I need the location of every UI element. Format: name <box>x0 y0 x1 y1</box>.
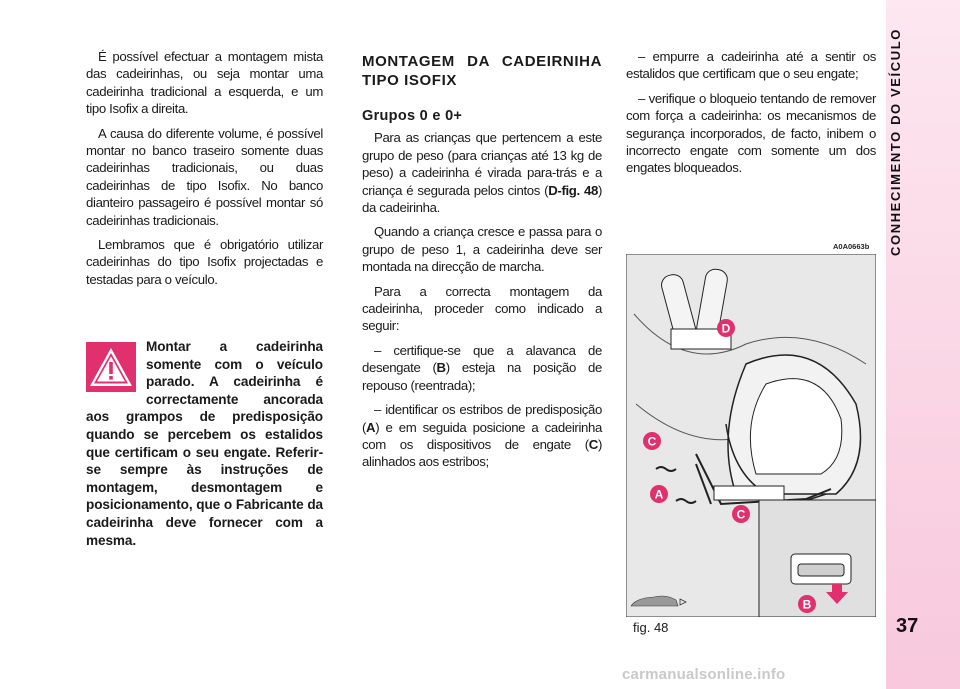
paragraph: É possível efectuar a montagem mista das cadeirinhas, ou seja montar uma cadeirinha tradicional a esquerda, e um tipo Isofix a direita. <box>86 49 323 117</box>
watermark: carmanualsonline.info <box>622 666 786 683</box>
label-d: D <box>721 321 731 336</box>
subheading: Grupos 0 e 0+ <box>362 108 463 124</box>
paragraph: – verifique o bloqueio tentando de remover com força a cadeirinha: os mecanismos de segurança incorporados, de facto, inibem o incorrecto engate com somente um dos engates bloqueados. <box>626 90 876 176</box>
label-c: C <box>647 434 657 449</box>
child-seat-illustration <box>626 254 876 617</box>
label-c: C <box>736 507 746 522</box>
figure-reference: D-fig. 48 <box>548 182 598 198</box>
warning-triangle-icon <box>86 342 136 392</box>
label-b: B <box>802 597 812 612</box>
paragraph: Quando a criança cresce e passa para o grupo de peso 1, a cadeirinha deve ser montada na direcção de marcha. <box>362 224 602 275</box>
paragraph: – empurre a cadeirinha até a sentir os estalidos que certificam que o seu engate; <box>626 49 876 82</box>
text-column-1 <box>86 48 323 295</box>
paragraph: Lembramos que é obrigatório utilizar cadeirinhas do tipo Isofix projectadas e testadas para o veículo. <box>86 237 323 287</box>
text-column-2 <box>362 52 602 478</box>
part-reference: C <box>588 436 598 452</box>
warning-text: Montar a cadeirinha somente com o veículo parado. A cadeirinha é correctamente ancorada aos grampos de predisposição quando se percebem os estalidos que certificam o seu engate. Referir-se sempre às instruções de montagem, desmontagem e posicionamento, que o Fabricante da cadeirinha deve fornecer com a mesma. <box>86 339 323 548</box>
figure-code: A0A0663b <box>833 242 870 251</box>
paragraph: – certifique-se que a alavanca de desengate (B) esteja na posição de repouso (reentrada); <box>362 342 602 393</box>
text-column-3 <box>626 48 876 184</box>
page-number: 37 <box>896 615 919 637</box>
figure-caption: fig. 48 <box>633 620 669 635</box>
part-reference: A <box>366 419 376 435</box>
section-title: CONHECIMENTO DO VEÍCULO <box>888 28 903 256</box>
warning-note <box>86 338 323 549</box>
label-a: A <box>654 487 664 502</box>
part-reference: B <box>436 360 446 376</box>
paragraph: A causa do diferente volume, é possível montar no banco traseiro somente duas cadeirinhas tradicionais, ou duas cadeirinhas de tipo Isofix. No banco dianteiro passageiro é possível montar só cadeirinhas tradicionais. <box>86 125 323 228</box>
paragraph: Para as crianças que pertencem a este grupo de peso (para crianças até 13 kg de peso) a cadeirinha é virada para-trás e a criança é segurada pelos cintos (D-fig. 48) da cadeirinha. <box>362 130 603 216</box>
paragraph: – identificar os estribos de predisposição (A) e em seguida posicione a cadeirinha com os dispositivos de engate (C) alinhados aos estribos; <box>362 402 602 470</box>
section-heading: MONTAGEM DA CADEIRNIHA TIPO ISOFIX <box>362 53 602 89</box>
paragraph: Para a correcta montagem da cadeirinha, proceder como indicado a seguir: <box>362 283 602 334</box>
